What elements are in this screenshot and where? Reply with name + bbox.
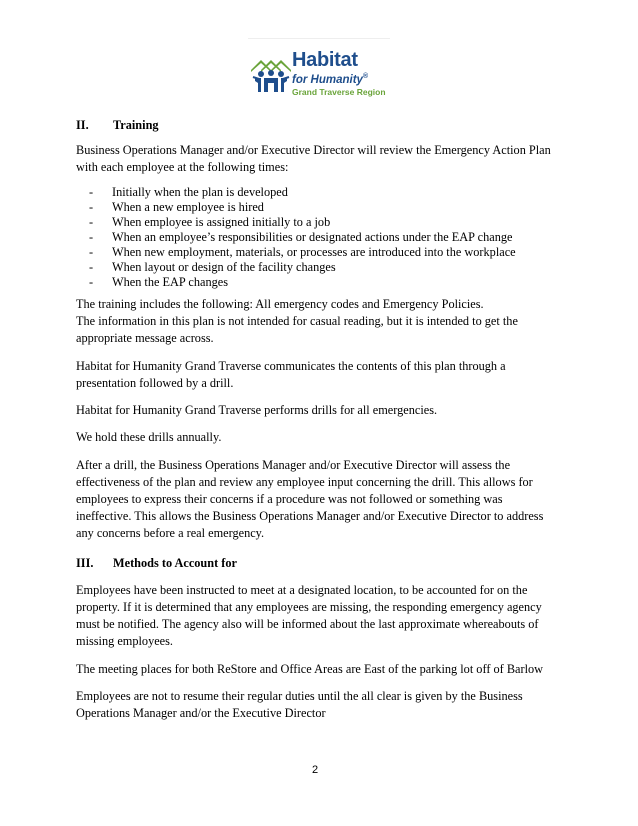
- section-3-title: Methods to Account for: [113, 556, 237, 570]
- list-item-text: When an employee’s responsibilities or designated actions under the EAP change: [112, 230, 513, 244]
- section-3-number: III.: [76, 556, 94, 570]
- text-line: The information in this plan is not intended for casual reading, but it is intended to get the: [76, 314, 518, 328]
- annual-drills-paragraph: [76, 429, 566, 446]
- list-item: - When an employee’s responsibilities or designated actions under the EAP change: [89, 230, 513, 244]
- text-line: employees to express their concerns if a procedure was not followed or something was: [76, 492, 503, 506]
- drills-paragraph: [76, 402, 566, 419]
- accounting-paragraph: [76, 582, 566, 650]
- list-item: - When layout or design of the facility changes: [89, 260, 336, 274]
- list-item: - When a new employee is hired: [89, 200, 264, 214]
- list-item-text: When the EAP changes: [112, 275, 228, 289]
- logo-for-humanity: [292, 71, 386, 86]
- text-line: any concerns before a real emergency.: [76, 526, 265, 540]
- list-item-text: When a new employee is hired: [112, 200, 264, 214]
- logo-sub-text: for Humanity: [292, 73, 363, 86]
- text-line: Operations Manager and/or the Executive Director: [76, 706, 326, 720]
- list-item: - When the EAP changes: [89, 275, 228, 289]
- text-line: effectiveness of the plan and review any employee input concerning the drill. This allows for: [76, 475, 533, 489]
- list-item: - When employee is assigned initially to a job: [89, 215, 331, 229]
- list-item: - When new employment, materials, or processes are introduced into the workplace: [89, 245, 516, 259]
- section-2-number: II.: [76, 118, 89, 132]
- page-number: 2: [312, 764, 319, 776]
- communicates-paragraph: [76, 358, 566, 392]
- text-line: After a drill, the Business Operations Manager and/or Executive Director will assess the: [76, 458, 511, 472]
- after-drill-paragraph: [76, 457, 566, 542]
- section-3-heading: [76, 555, 566, 572]
- logo-wordmark: [292, 50, 386, 98]
- logo-registered-mark: ®: [362, 73, 369, 80]
- list-item-text: When new employment, materials, or processes are introduced into the workplace: [112, 245, 516, 259]
- resume-duties-paragraph: [76, 688, 566, 722]
- training-includes-paragraph: [76, 296, 566, 347]
- text-line: with each employee at the following times:: [76, 160, 289, 174]
- meeting-places-paragraph: [76, 661, 566, 678]
- list-item-text: Initially when the plan is developed: [112, 185, 288, 199]
- text-line: must be notified. The agency also will be informed about the last approximate whereabouts of: [76, 617, 539, 631]
- list-item-text: When layout or design of the facility changes: [112, 260, 336, 274]
- logo-habitat-text: Habitat: [292, 49, 358, 71]
- text-line: presentation followed by a drill.: [76, 376, 234, 390]
- text-line: Habitat for Humanity Grand Traverse performs drills for all emergencies.: [76, 403, 438, 417]
- training-times-list: [89, 185, 559, 290]
- text-line: Business Operations Manager and/or Executive Director will review the Emergency Action Plan: [76, 143, 551, 157]
- list-item-text: When employee is assigned initially to a job: [112, 215, 331, 229]
- text-line: appropriate message across.: [76, 331, 214, 345]
- text-line: The training includes the following: All emergency codes and Emergency Policies.: [76, 297, 484, 311]
- text-line: The meeting places for both ReStore and Office Areas are East of the parking lot off of Barlow: [76, 662, 544, 676]
- text-line: Employees have been instructed to meet at a designated location, to be accounted for on the: [76, 583, 528, 597]
- section-2-title: Training: [113, 118, 159, 132]
- text-line: ineffective. This allows the Business Operations Manager and/or Executive Director to address: [76, 509, 544, 523]
- habitat-logo: [250, 50, 400, 108]
- logo-region-text: Grand Traverse Region: [292, 86, 386, 97]
- section-2-heading: [76, 117, 566, 134]
- header-rule: [248, 38, 390, 39]
- list-item: - Initially when the plan is developed: [89, 185, 288, 199]
- text-line: property. If it is determined that any employees are missing, the responding emergency agency: [76, 600, 542, 614]
- houses-icon: [250, 52, 292, 94]
- section-2-intro: [76, 142, 566, 176]
- text-line: We hold these drills annually.: [76, 430, 222, 444]
- text-line: missing employees.: [76, 634, 174, 648]
- text-line: Employees are not to resume their regular duties until the all clear is given by the Business: [76, 689, 523, 703]
- text-line: Habitat for Humanity Grand Traverse communicates the contents of this plan through a: [76, 359, 506, 373]
